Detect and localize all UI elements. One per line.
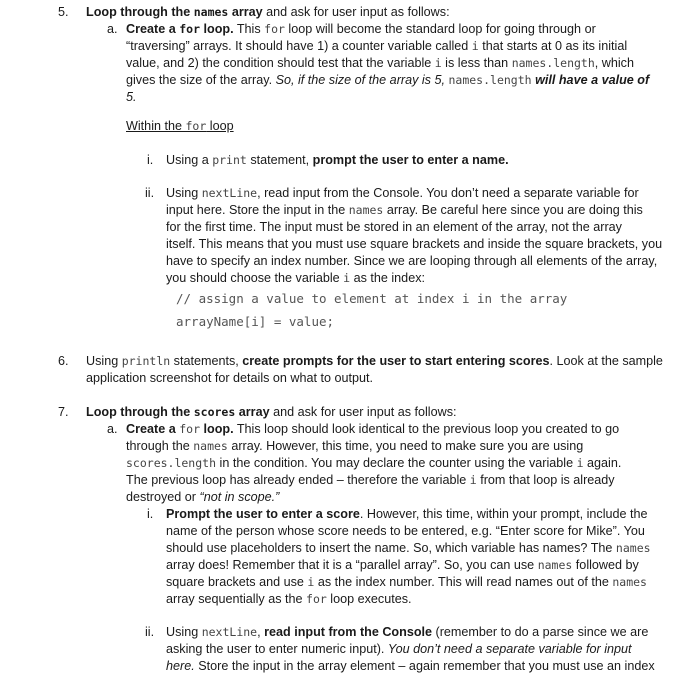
item5-number: 5.	[58, 5, 69, 19]
item7-i-paragraph: Prompt the user to enter a score. However, this time, within your prompt, include the name of the person whose score needs to be entered, e.g. “Enter score for Mike”. You should use placeholders to insert the name. So, which variable has names? The names array does! Remember that it is a “parallel array”. So, you can use names followed by square brackets and use i as the index number. This will read names out of the names array sequentially as the for loop executes.	[166, 507, 651, 606]
item5-ii-label: ii.	[145, 186, 155, 200]
within-for-loop-heading: Within the for loop	[126, 119, 234, 133]
item7-number: 7.	[58, 405, 69, 419]
item5-a-paragraph: Create a for loop. This for loop will become the standard loop for going through or “traversing” arrays. It should have 1) a counter variable called i that starts at 0 as its initial value, and 2) the condition should test that the variable i is less than names.length, which gives the size of the array. So, if the size of the array is 5, names.length will have a value of 5.	[126, 22, 650, 104]
item5-i-label: i.	[147, 153, 154, 167]
item6-paragraph: Using println statements, create prompts for the user to start entering scores. Look at the sample application screenshot for details on what to output.	[86, 354, 663, 385]
code-assignment-line: arrayName[i] = value;	[176, 314, 335, 329]
item7-i-label: i.	[147, 507, 154, 521]
item7-a-paragraph: Create a for loop. This loop should look identical to the previous loop you created to go through the names array. However, this time, you need to make sure you are using scores.length in the condition. You may declare the counter using the variable i again. The previous loop has already ended – therefore the variable i from that loop is already destroyed or “not in scope.”	[126, 422, 622, 504]
item7-ii-label: ii.	[145, 625, 155, 639]
item5-a-label: a.	[107, 22, 118, 36]
code-comment-line: // assign a value to element at index i in the array	[176, 291, 568, 306]
item6-number: 6.	[58, 354, 69, 368]
item5-ii-paragraph: Using nextLine, read input from the Console. You don’t need a separate variable for input here. Store the input in the names array. Be careful here since you are doing this for the first time. The input must be stored in an element of the array, not the array itself. This means that you must use square brackets and inside the square brackets, you have to specify an index number. Since we are looping through all elements of the array, you should choose the variable i as the index:	[166, 186, 663, 285]
item7-a-label: a.	[107, 422, 118, 436]
item7-ii-paragraph: Using nextLine, read input from the Console (remember to do a parse since we are asking the user to enter numeric input). You don’t need a separate variable for input here. Store the input in the array element – again remember that you must use an index	[166, 625, 655, 673]
item5-title: Loop through the names array and ask for user input as follows:	[86, 5, 450, 19]
item5-i-text: Using a print statement, prompt the user to enter a name.	[166, 153, 509, 167]
item7-title: Loop through the scores array and ask for user input as follows:	[86, 405, 457, 419]
